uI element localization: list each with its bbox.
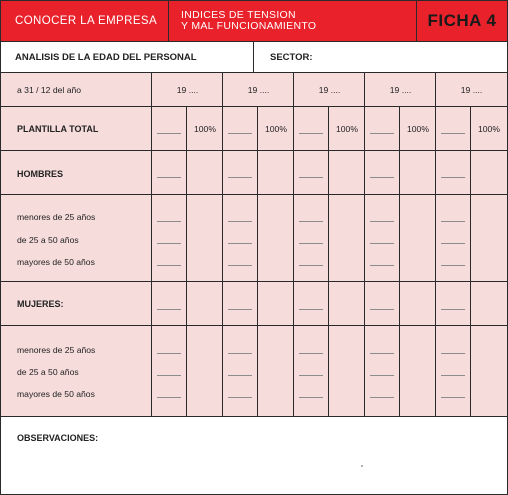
blank-field[interactable]	[299, 397, 323, 398]
blank-field[interactable]	[299, 243, 323, 244]
analysis-label: ANALISIS DE LA EDAD DEL PERSONAL	[1, 42, 254, 72]
blank-field[interactable]	[370, 353, 394, 354]
blank-field[interactable]	[370, 221, 394, 222]
data-grid	[1, 73, 507, 417]
blank-field[interactable]	[228, 397, 252, 398]
percent-label: 100%	[194, 124, 216, 134]
blank-field[interactable]	[299, 177, 323, 178]
year-header: 19 ....	[389, 84, 412, 95]
blank-field[interactable]	[157, 265, 181, 266]
blank-field[interactable]	[441, 177, 465, 178]
blank-field[interactable]	[157, 353, 181, 354]
form-title-line2: Y MAL FUNCIONAMIENTO	[181, 20, 317, 32]
blank-field[interactable]	[299, 133, 323, 134]
blank-field[interactable]	[228, 265, 252, 266]
blank-field[interactable]	[370, 177, 394, 178]
observaciones-box[interactable]	[1, 418, 507, 494]
percent-label: 100%	[336, 124, 358, 134]
observaciones-label: OBSERVACIONES:	[17, 433, 99, 443]
mujeres-label: MUJERES:	[17, 299, 64, 309]
form-header	[1, 1, 507, 42]
blank-field[interactable]	[299, 221, 323, 222]
row-divider	[1, 416, 507, 417]
col-divider	[151, 73, 152, 417]
blank-field[interactable]	[157, 375, 181, 376]
percent-label: 100%	[407, 124, 429, 134]
blank-field[interactable]	[299, 375, 323, 376]
blank-field[interactable]	[299, 309, 323, 310]
blank-field[interactable]	[441, 309, 465, 310]
ficha-number: FICHA 4	[427, 11, 497, 30]
blank-field[interactable]	[228, 221, 252, 222]
year-header: 19 ....	[176, 84, 199, 95]
blank-field[interactable]	[157, 177, 181, 178]
age-group-label: mayores de 50 años	[17, 389, 95, 399]
blank-field[interactable]	[228, 133, 252, 134]
blank-field[interactable]	[157, 133, 181, 134]
blank-field[interactable]	[370, 397, 394, 398]
blank-field[interactable]	[441, 353, 465, 354]
age-group-label: menores de 25 años	[17, 212, 96, 222]
subcol-divider	[470, 106, 471, 417]
sector-field[interactable]	[254, 42, 507, 72]
row-divider	[1, 194, 507, 195]
row-divider	[1, 281, 507, 282]
age-group-label: menores de 25 años	[17, 345, 96, 355]
form-title-line1: INDICES DE TENSION	[181, 9, 296, 21]
year-header: 19 ....	[460, 84, 483, 95]
blank-field[interactable]	[441, 243, 465, 244]
age-group-label: de 25 a 50 años	[17, 235, 79, 245]
blank-field[interactable]	[441, 265, 465, 266]
blank-field[interactable]	[441, 221, 465, 222]
year-header: 19 ....	[318, 84, 341, 95]
info-row	[1, 42, 507, 73]
blank-field[interactable]	[370, 309, 394, 310]
blank-field[interactable]	[228, 309, 252, 310]
blank-field[interactable]	[157, 221, 181, 222]
blank-field[interactable]	[441, 133, 465, 134]
year-header: 19 ....	[247, 84, 270, 95]
blank-field[interactable]	[370, 265, 394, 266]
blank-field[interactable]	[299, 265, 323, 266]
percent-label: 100%	[478, 124, 500, 134]
blank-field[interactable]	[228, 243, 252, 244]
blank-field[interactable]	[228, 375, 252, 376]
row-divider	[1, 325, 507, 326]
row-divider	[1, 150, 507, 151]
subcol-divider	[186, 106, 187, 417]
blank-field[interactable]	[441, 375, 465, 376]
subcol-divider	[328, 106, 329, 417]
date-label: a 31 / 12 del año	[17, 85, 82, 95]
age-group-label: mayores de 50 años	[17, 257, 95, 267]
blank-field[interactable]	[228, 353, 252, 354]
age-group-label: de 25 a 50 años	[17, 367, 79, 377]
subcol-divider	[257, 106, 258, 417]
subcol-divider	[399, 106, 400, 417]
blank-field[interactable]	[157, 397, 181, 398]
percent-label: 100%	[265, 124, 287, 134]
blank-field[interactable]	[228, 177, 252, 178]
form-title	[169, 1, 417, 41]
blank-field[interactable]	[299, 353, 323, 354]
speck	[361, 465, 363, 467]
plantilla-total-label: PLANTILLA TOTAL	[17, 124, 99, 134]
blank-field[interactable]	[157, 309, 181, 310]
company-label: CONOCER LA EMPRESA	[1, 1, 169, 41]
hombres-label: HOMBRES	[17, 169, 64, 179]
blank-field[interactable]	[370, 133, 394, 134]
row-divider	[1, 106, 507, 107]
sector-label: SECTOR:	[270, 51, 313, 63]
blank-field[interactable]	[441, 397, 465, 398]
blank-field[interactable]	[370, 375, 394, 376]
blank-field[interactable]	[370, 243, 394, 244]
blank-field[interactable]	[157, 243, 181, 244]
